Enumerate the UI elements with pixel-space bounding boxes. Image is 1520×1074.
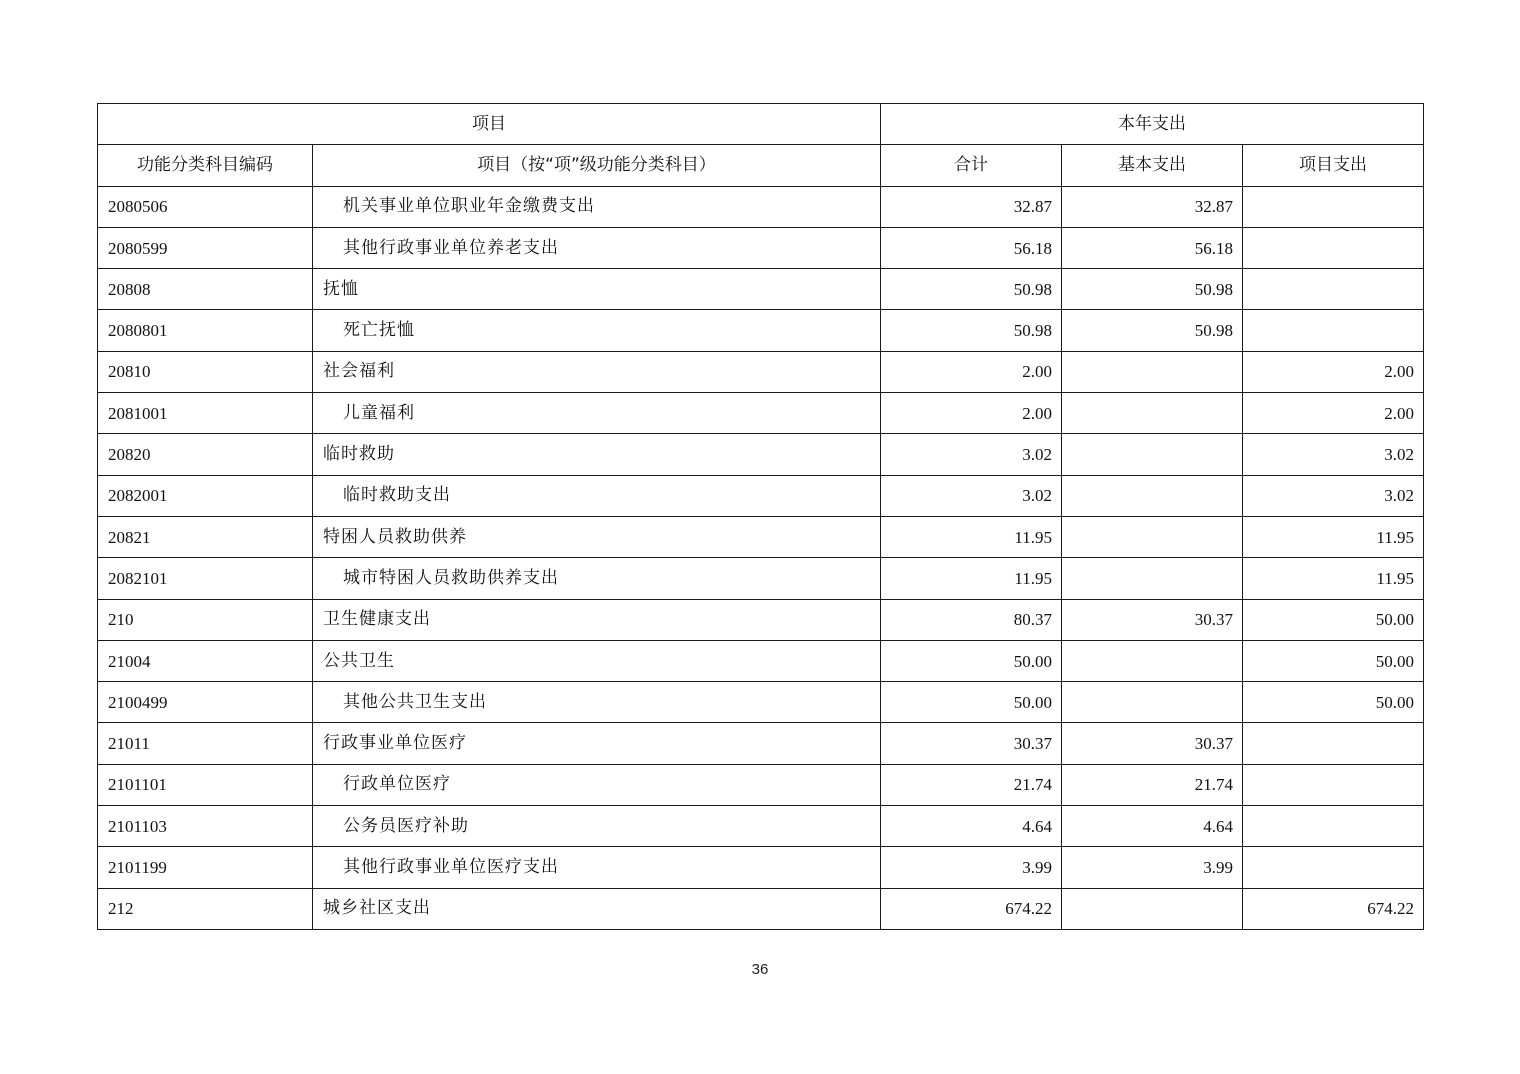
cell-total: 11.95: [881, 558, 1062, 599]
cell-total: 3.02: [881, 475, 1062, 516]
cell-basic-expenditure: 30.37: [1062, 599, 1243, 640]
cell-function-code: 2082101: [98, 558, 313, 599]
cell-function-code: 2080801: [98, 310, 313, 351]
header-project-expenditure: 项目支出: [1243, 145, 1424, 186]
cell-total: 56.18: [881, 227, 1062, 268]
cell-item-name: 城市特困人员救助供养支出: [313, 558, 881, 599]
cell-function-code: 20821: [98, 516, 313, 557]
cell-basic-expenditure: [1062, 682, 1243, 723]
cell-project-expenditure: 50.00: [1243, 640, 1424, 681]
cell-project-expenditure: [1243, 723, 1424, 764]
cell-project-expenditure: 50.00: [1243, 682, 1424, 723]
table-row: [98, 516, 1424, 557]
cell-project-expenditure: 3.02: [1243, 434, 1424, 475]
cell-basic-expenditure: 56.18: [1062, 227, 1243, 268]
header-group-project: 项目: [98, 104, 881, 145]
cell-function-code: 2081001: [98, 393, 313, 434]
cell-basic-expenditure: 30.37: [1062, 723, 1243, 764]
header-item-name: 项目（按“项”级功能分类科目）: [313, 145, 881, 186]
cell-basic-expenditure: [1062, 640, 1243, 681]
cell-project-expenditure: [1243, 764, 1424, 805]
cell-item-name: 其他行政事业单位养老支出: [313, 227, 881, 268]
cell-total: 2.00: [881, 351, 1062, 392]
cell-function-code: 20808: [98, 269, 313, 310]
cell-item-name: 特困人员救助供养: [313, 516, 881, 557]
table-row: [98, 393, 1424, 434]
cell-project-expenditure: 50.00: [1243, 599, 1424, 640]
cell-project-expenditure: [1243, 186, 1424, 227]
cell-basic-expenditure: 4.64: [1062, 806, 1243, 847]
cell-function-code: 20810: [98, 351, 313, 392]
cell-basic-expenditure: [1062, 888, 1243, 929]
table-row: [98, 847, 1424, 888]
cell-item-name: 抚恤: [313, 269, 881, 310]
cell-item-name: 临时救助: [313, 434, 881, 475]
cell-total: 50.98: [881, 269, 1062, 310]
table-row: [98, 558, 1424, 599]
table-row: [98, 806, 1424, 847]
table-row: [98, 269, 1424, 310]
cell-function-code: 2101103: [98, 806, 313, 847]
cell-item-name: 临时救助支出: [313, 475, 881, 516]
cell-function-code: 20820: [98, 434, 313, 475]
cell-function-code: 2080506: [98, 186, 313, 227]
cell-total: 11.95: [881, 516, 1062, 557]
header-group-current-year-expenditure: 本年支出: [881, 104, 1424, 145]
table-header: [98, 104, 1424, 187]
cell-total: 30.37: [881, 723, 1062, 764]
cell-project-expenditure: [1243, 847, 1424, 888]
cell-basic-expenditure: 3.99: [1062, 847, 1243, 888]
cell-basic-expenditure: [1062, 558, 1243, 599]
table-row: [98, 723, 1424, 764]
cell-basic-expenditure: [1062, 434, 1243, 475]
cell-basic-expenditure: [1062, 393, 1243, 434]
table-row: [98, 599, 1424, 640]
cell-function-code: 212: [98, 888, 313, 929]
table-row: [98, 351, 1424, 392]
cell-item-name: 城乡社区支出: [313, 888, 881, 929]
header-column-row: [98, 145, 1424, 186]
cell-item-name: 其他行政事业单位医疗支出: [313, 847, 881, 888]
table-row: [98, 888, 1424, 929]
cell-function-code: 2080599: [98, 227, 313, 268]
cell-project-expenditure: 674.22: [1243, 888, 1424, 929]
cell-function-code: 21011: [98, 723, 313, 764]
cell-function-code: 2082001: [98, 475, 313, 516]
table-row: [98, 434, 1424, 475]
cell-total: 50.00: [881, 682, 1062, 723]
cell-basic-expenditure: [1062, 351, 1243, 392]
table-row: [98, 640, 1424, 681]
cell-item-name: 死亡抚恤: [313, 310, 881, 351]
cell-total: 80.37: [881, 599, 1062, 640]
cell-item-name: 行政事业单位医疗: [313, 723, 881, 764]
cell-total: 50.98: [881, 310, 1062, 351]
cell-basic-expenditure: 50.98: [1062, 310, 1243, 351]
cell-item-name: 公共卫生: [313, 640, 881, 681]
cell-item-name: 机关事业单位职业年金缴费支出: [313, 186, 881, 227]
cell-project-expenditure: [1243, 310, 1424, 351]
cell-total: 3.99: [881, 847, 1062, 888]
table-row: [98, 310, 1424, 351]
table-row: [98, 764, 1424, 805]
cell-basic-expenditure: 50.98: [1062, 269, 1243, 310]
cell-item-name: 卫生健康支出: [313, 599, 881, 640]
cell-project-expenditure: 11.95: [1243, 558, 1424, 599]
cell-item-name: 其他公共卫生支出: [313, 682, 881, 723]
cell-total: 32.87: [881, 186, 1062, 227]
cell-project-expenditure: 3.02: [1243, 475, 1424, 516]
cell-project-expenditure: 2.00: [1243, 351, 1424, 392]
cell-project-expenditure: 2.00: [1243, 393, 1424, 434]
cell-item-name: 公务员医疗补助: [313, 806, 881, 847]
cell-total: 50.00: [881, 640, 1062, 681]
table-row: [98, 682, 1424, 723]
budget-expenditure-table: [97, 103, 1424, 930]
cell-item-name: 行政单位医疗: [313, 764, 881, 805]
cell-basic-expenditure: 21.74: [1062, 764, 1243, 805]
cell-function-code: 2100499: [98, 682, 313, 723]
cell-total: 4.64: [881, 806, 1062, 847]
cell-project-expenditure: [1243, 227, 1424, 268]
cell-function-code: 210: [98, 599, 313, 640]
table-row: [98, 227, 1424, 268]
header-basic-expenditure: 基本支出: [1062, 145, 1243, 186]
cell-project-expenditure: 11.95: [1243, 516, 1424, 557]
cell-total: 2.00: [881, 393, 1062, 434]
table-row: [98, 475, 1424, 516]
header-total: 合计: [881, 145, 1062, 186]
cell-total: 674.22: [881, 888, 1062, 929]
cell-total: 21.74: [881, 764, 1062, 805]
cell-project-expenditure: [1243, 806, 1424, 847]
header-function-code: 功能分类科目编码: [98, 145, 313, 186]
page-number: 36: [751, 961, 769, 978]
cell-total: 3.02: [881, 434, 1062, 475]
table-row: [98, 186, 1424, 227]
cell-basic-expenditure: [1062, 475, 1243, 516]
cell-project-expenditure: [1243, 269, 1424, 310]
cell-function-code: 2101101: [98, 764, 313, 805]
cell-item-name: 社会福利: [313, 351, 881, 392]
cell-basic-expenditure: [1062, 516, 1243, 557]
cell-function-code: 21004: [98, 640, 313, 681]
cell-function-code: 2101199: [98, 847, 313, 888]
cell-basic-expenditure: 32.87: [1062, 186, 1243, 227]
cell-item-name: 儿童福利: [313, 393, 881, 434]
header-group-row: [98, 104, 1424, 145]
table-body: [98, 186, 1424, 929]
